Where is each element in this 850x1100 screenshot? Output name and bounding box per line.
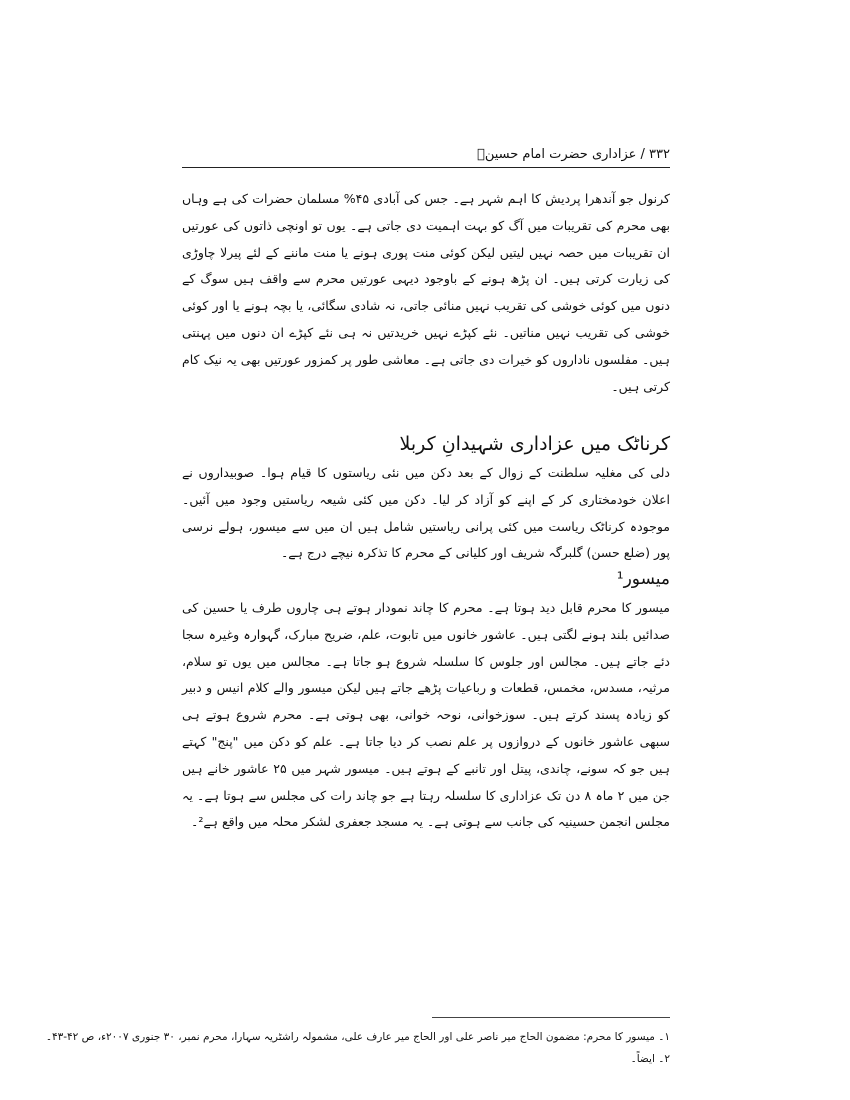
footnote-2: ۲۔ ایضاً۔ [630, 1053, 670, 1065]
footnote-1: ۱۔ میسور کا محرم: مضمون الحاج میر ناصر علی اور الحاج میر عارف علی، مشمولہ راشٹریہ سہارا، محرم نمبر، ۳۰ جنوری ۲۰۰۷ء، ص ۴۲-۴۳۔ [45, 1031, 670, 1043]
footnotes [45, 1026, 670, 1070]
running-header [182, 143, 670, 167]
section-paragraph: دلی کی مغلیہ سلطنت کے زوال کے بعد دکن میں نئی ریاستوں کا قیام ہوا۔ صوبیداروں نے اعلان خودمختاری کر کے اپنے کو آزاد کر لیا۔ دکن میں کئی شیعہ ریاستیں وجود میں آئیں۔ موجودہ کرناٹک ریاست میں کئی پرانی ریاستیں شامل ہیں ان میں سے میسور، ہولے نرسی پور (ضلع حسن) گلبرگہ شریف اور کلیانی کے محرم کا تذکرہ نیچے درج ہے۔ [182, 465, 670, 561]
subsection-heading: میسور¹ [616, 569, 670, 589]
subsection-paragraph: میسور کا محرم قابل دید ہوتا ہے۔ محرم کا چاند نمودار ہوتے ہی چاروں طرف یا حسین کی صدائیں بلند ہونے لگتی ہیں۔ عاشور خانوں میں تابوت، علم، ضریح مبارک، گہوارہ وغیرہ سجا دئے جاتے ہیں۔ مجالس اور جلوس کا سلسلہ شروع ہو جاتا ہے۔ مجالس میں یوں تو سلام، مرثیہ، مسدس، مخمس، قطعات و رباعیات پڑھے جاتے ہیں لیکن میسور والے کلام انیس و دبیر کو زیادہ پسند کرتے ہیں۔ سوزخوانی، نوحہ خوانی، بھی ہوتی ہے۔ محرم شروع ہوتے ہی سبھی عاشور خانوں کے دروازوں پر علم نصب کر دیا جاتا ہے۔ علم کو دکن میں "پنج" کہتے ہیں جو کہ سونے، چاندی، پیتل اور تانبے کے ہوتے ہیں۔ میسور شہر میں ۲۵ عاشور خانے ہیں جن میں ۲ ماہ ۸ دن تک عزاداری کا سلسلہ رہتا ہے جو چاند رات کی مجلس سے ہوتا ہے۔ یہ مجلس انجمن حسینیہ کی جانب سے ہوتی ہے۔ یہ مسجد جعفری لشکر محلہ میں واقع ہے²۔ [182, 600, 670, 830]
book-title: عزاداری حضرت امام حسینؑ [477, 147, 637, 162]
header-separator: / [640, 147, 645, 162]
section-heading: کرناٹک میں عزاداری شہیدانِ کربلا [399, 433, 670, 455]
header-rule [182, 167, 670, 168]
footnote-rule [432, 1017, 670, 1018]
page-number: ۳۳۲ [649, 147, 670, 162]
intro-paragraph: کرنول جو آندھرا پردیش کا اہم شہر ہے۔ جس کی آبادی ۴۵% مسلمان حضرات کی ہے وہاں بھی محرم کی تقریبات میں آگ کو بہت اہمیت دی جاتی ہے۔ یوں تو اونچی ذاتوں کی عورتیں ان تقریبات میں حصہ نہیں لیتیں لیکن کوئی منت پوری ہونے یا منت ماننے کے لئے پیرلا چاوڑی کی زیارت کرتی ہیں۔ ان پڑھ ہونے کے باوجود دیہی عورتیں محرم سے واقف ہیں سوگ کے دنوں میں کوئی خوشی کی تقریب نہیں منائی جاتی، نہ شادی سگائی، یا بچہ ہونے یا اور کوئی خوشی کی تقریب نہیں مناتیں۔ نئے کپڑے نہیں خریدتیں نہ ہی نئے کپڑے ان دنوں میں پہنتی ہیں۔ مفلسوں ناداروں کو خیرات دی جاتی ہے۔ معاشی طور پر کمزور عورتیں بھی یہ نیک کام کرتی ہیں۔ [182, 191, 671, 394]
